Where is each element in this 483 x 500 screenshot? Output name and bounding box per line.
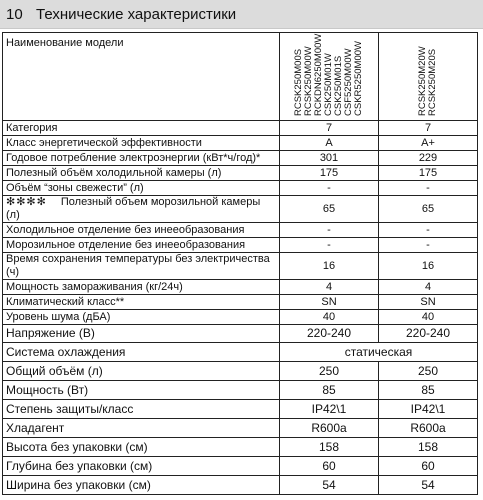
spec-label — [3, 295, 280, 310]
spec-value-1: 4 — [280, 280, 379, 295]
spec-row — [3, 400, 478, 419]
spec-value-1: IP42\1 — [280, 400, 379, 419]
spec-row — [3, 121, 478, 136]
spec-value-2: 4 — [379, 280, 478, 295]
model-name: CSF5250M00W — [343, 48, 354, 116]
spec-row — [3, 438, 478, 457]
models-column-2 — [379, 33, 478, 121]
spec-row — [3, 223, 478, 238]
freezer-stars-icon: ✻✻✻✻ — [6, 196, 47, 208]
spec-row — [3, 343, 478, 362]
spec-label-text: Высота без упаковки (см) — [6, 439, 148, 454]
spec-label — [3, 419, 280, 438]
spec-label-text: Уровень шума (дБА) — [6, 310, 111, 323]
spec-label — [3, 223, 280, 238]
spec-label-text: Общий объём (л) — [6, 363, 103, 378]
spec-row — [3, 295, 478, 310]
spec-value-2: 85 — [379, 381, 478, 400]
spec-value-merged: статическая — [280, 343, 478, 362]
spec-value-1: 65 — [280, 196, 379, 223]
spec-row — [3, 310, 478, 325]
spec-label — [3, 362, 280, 381]
spec-value-2: 7 — [379, 121, 478, 136]
section-header — [0, 0, 483, 29]
spec-label-text: Объём “зоны свежести” (л) — [6, 181, 144, 194]
model-name: RCSK250M00S — [293, 48, 304, 116]
spec-label-text: Климатический класс** — [6, 295, 125, 308]
model-name: CSK250M01W — [323, 53, 334, 116]
spec-value-1: 7 — [280, 121, 379, 136]
spec-value-1: 301 — [280, 151, 379, 166]
spec-row — [3, 325, 478, 343]
section-title: Технические характеристики — [36, 6, 237, 23]
spec-label-text: Ширина без упаковки (см) — [6, 477, 151, 492]
model-name: RCSK250M00W — [303, 46, 314, 116]
spec-value-1: 85 — [280, 381, 379, 400]
spec-label-text: Морозильное отделение без инееобразования — [6, 238, 246, 251]
spec-label — [3, 310, 280, 325]
spec-value-1: 250 — [280, 362, 379, 381]
model-row — [3, 33, 478, 121]
spec-label-text: Время сохранения температуры без электричества (ч) — [6, 253, 270, 278]
model-name: CSKR5250M00W — [353, 41, 364, 116]
spec-label-text: Мощность замораживания (кг/24ч) — [6, 280, 183, 293]
spec-label-text: Система охлаждения — [6, 344, 126, 359]
spec-label-text: Полезный объём холодильной камеры (л) — [6, 166, 222, 179]
spec-label — [3, 253, 280, 280]
spec-label-text: Холодильное отделение без инееобразования — [6, 223, 245, 236]
spec-value-2: 158 — [379, 438, 478, 457]
spec-row — [3, 136, 478, 151]
spec-value-2: 220-240 — [379, 325, 478, 343]
model-list-2 — [418, 36, 438, 116]
spec-value-1: 54 — [280, 476, 379, 495]
spec-label — [3, 196, 280, 223]
spec-label-text: Категория — [6, 121, 58, 134]
spec-row — [3, 181, 478, 196]
spec-label — [3, 400, 280, 419]
spec-value-1: 60 — [280, 457, 379, 476]
spec-label-text: Годовое потребление электроэнергии (кВт*ч/год)* — [6, 151, 261, 164]
model-list-1 — [293, 33, 364, 116]
spec-rows — [3, 121, 478, 495]
spec-label-text: Полезный объем морозильной камеры (л) — [6, 196, 261, 221]
spec-row — [3, 238, 478, 253]
spec-value-1: 175 — [280, 166, 379, 181]
spec-label — [3, 121, 280, 136]
spec-row — [3, 457, 478, 476]
spec-value-2: 65 — [379, 196, 478, 223]
spec-row — [3, 381, 478, 400]
spec-row — [3, 362, 478, 381]
model-name: RCKDN6250M00W — [313, 33, 324, 116]
spec-label-text: Класс энергетической эффективности — [6, 136, 202, 149]
spec-value-2: 16 — [379, 253, 478, 280]
spec-row — [3, 419, 478, 438]
spec-label — [3, 457, 280, 476]
spec-value-2: 54 — [379, 476, 478, 495]
spec-label — [3, 325, 280, 343]
model-name: CSK250M01S — [333, 55, 344, 116]
spec-label — [3, 343, 280, 362]
spec-label — [3, 280, 280, 295]
spec-label — [3, 166, 280, 181]
model-name: RCSK250M20S — [427, 48, 438, 116]
models-column-1 — [280, 33, 379, 121]
spec-value-1: 40 — [280, 310, 379, 325]
spec-label — [3, 151, 280, 166]
section-number: 10 — [6, 6, 23, 23]
spec-label — [3, 381, 280, 400]
spec-row — [3, 476, 478, 495]
spec-value-2: - — [379, 238, 478, 253]
spec-value-2: 229 — [379, 151, 478, 166]
spec-row — [3, 151, 478, 166]
model-name: RCSK250M20W — [417, 46, 428, 116]
spec-value-1: R600a — [280, 419, 379, 438]
spec-value-2: 60 — [379, 457, 478, 476]
spec-value-1: A — [280, 136, 379, 151]
spec-label-text: Хладагент — [6, 420, 65, 435]
spec-value-2: - — [379, 181, 478, 196]
spec-value-1: - — [280, 238, 379, 253]
spec-row — [3, 253, 478, 280]
specifications-table — [2, 32, 478, 495]
model-label: Наименование модели — [3, 33, 280, 121]
spec-label — [3, 181, 280, 196]
spec-value-2: IP42\1 — [379, 400, 478, 419]
spec-value-2: 250 — [379, 362, 478, 381]
spec-label — [3, 238, 280, 253]
spec-value-2: A+ — [379, 136, 478, 151]
spec-label-text: Мощность (Вт) — [6, 382, 89, 397]
spec-label-text: Напряжение (В) — [6, 326, 95, 340]
spec-row — [3, 280, 478, 295]
spec-value-2: SN — [379, 295, 478, 310]
spec-label-text: Степень защиты/класс — [6, 401, 134, 416]
spec-label — [3, 136, 280, 151]
spec-value-2: 40 — [379, 310, 478, 325]
spec-label — [3, 438, 280, 457]
spec-value-1: 220-240 — [280, 325, 379, 343]
spec-value-2: 175 — [379, 166, 478, 181]
spec-value-1: 16 — [280, 253, 379, 280]
spec-value-1: 158 — [280, 438, 379, 457]
spec-label — [3, 476, 280, 495]
spec-label-text: Глубина без упаковки (см) — [6, 458, 153, 473]
spec-row — [3, 196, 478, 223]
spec-value-2: R600a — [379, 419, 478, 438]
spec-value-1: - — [280, 181, 379, 196]
spec-value-1: SN — [280, 295, 379, 310]
spec-row — [3, 166, 478, 181]
spec-value-1: - — [280, 223, 379, 238]
spec-value-2: - — [379, 223, 478, 238]
